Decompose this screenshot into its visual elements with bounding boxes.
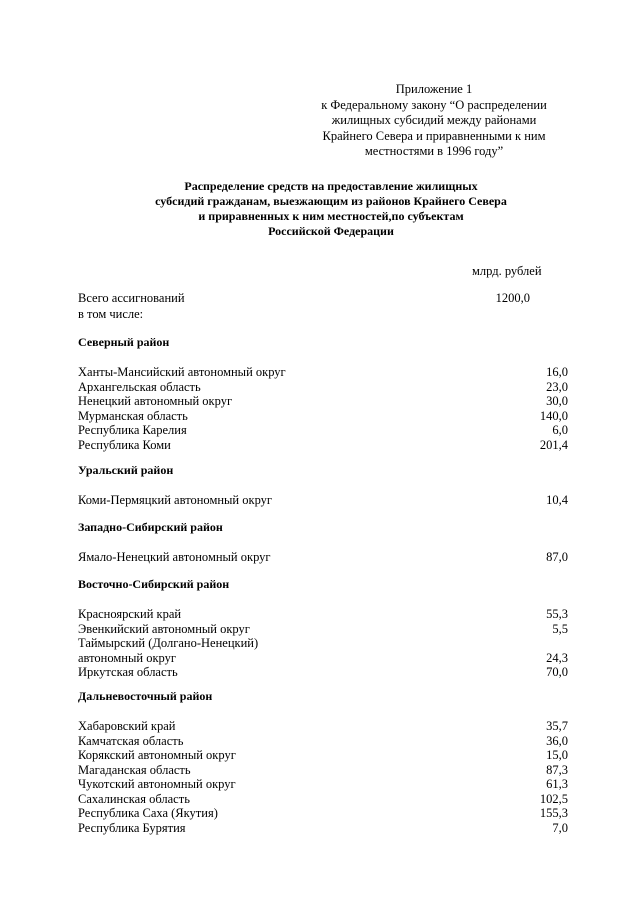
title-line: субсидий гражданам, выезжающим из районов Крайнего Севера (155, 194, 507, 208)
row-name: Республика Карелия (78, 423, 187, 437)
title-line: Российской Федерации (268, 224, 394, 238)
row-value: 10,4 (546, 493, 568, 507)
table-row (78, 607, 568, 622)
row-value: 61,3 (546, 777, 568, 791)
row-value: 55,3 (546, 607, 568, 621)
table-row (78, 792, 568, 807)
unit-label: млрд. рублей (472, 264, 542, 278)
total-label-line: Всего ассигнований (78, 291, 185, 305)
row-name: автономный округ (78, 650, 176, 665)
table-row (78, 806, 568, 821)
row-name: Корякский автономный округ (78, 748, 236, 762)
region-title: Западно-Сибирский район (78, 520, 223, 534)
row-name: Таймырский (Долгано-Ненецкий) (78, 636, 259, 650)
region-title: Дальневосточный район (78, 689, 213, 703)
row-value: 201,4 (539, 437, 568, 452)
row-value: 102,5 (539, 791, 568, 806)
region-title: Восточно-Сибирский район (78, 577, 230, 591)
region-title: Уральский район (78, 463, 174, 477)
row-value: 16,0 (546, 365, 568, 379)
row-name: Магаданская область (78, 762, 191, 777)
table-row (78, 550, 568, 565)
row-name: Камчатская область (78, 733, 184, 748)
title-line: Распределение средств на предоставление жилищных (184, 179, 478, 193)
table-row (78, 636, 568, 651)
table-row (78, 821, 568, 836)
region-section (78, 463, 568, 508)
table-row (78, 777, 568, 792)
annex-line: Приложение 1 (395, 82, 473, 96)
annex-line: местностями в 1996 году” (364, 144, 504, 158)
table-row (78, 493, 568, 508)
region-section (78, 689, 568, 835)
annex-line: к Федеральному закону “О распределении (321, 97, 547, 112)
row-value (508, 636, 568, 651)
row-name: Красноярский край (78, 607, 182, 621)
region-title: Северный район (78, 335, 170, 349)
row-name: Хабаровский край (78, 719, 176, 733)
document-title (118, 179, 544, 239)
region-section (78, 335, 568, 452)
table-row (78, 438, 568, 453)
row-value: 6,0 (552, 423, 568, 437)
table-row (78, 763, 568, 778)
row-name: Иркутская область (78, 665, 178, 679)
row-name: Ненецкий автономный округ (78, 394, 233, 408)
table-row (78, 734, 568, 749)
row-value: 5,5 (552, 621, 568, 636)
annex-header (300, 82, 568, 160)
row-value: 23,0 (546, 379, 568, 394)
row-value: 30,0 (546, 394, 568, 408)
row-value: 15,0 (546, 748, 568, 762)
table-row (78, 651, 568, 666)
row-value: 24,3 (546, 650, 568, 665)
total-label (78, 291, 185, 322)
table-row (78, 423, 568, 438)
annex-line: Крайнего Севера и приравненными к ним (322, 128, 546, 143)
table-row (78, 622, 568, 637)
row-value: 140,0 (539, 408, 568, 423)
row-name: Коми-Пермяцкий автономный округ (78, 493, 273, 507)
table-row (78, 380, 568, 395)
table-row (78, 409, 568, 424)
row-name: Мурманская область (78, 408, 188, 423)
row-name: Чукотский автономный округ (78, 777, 236, 791)
table-row (78, 748, 568, 763)
row-value: 155,3 (539, 806, 568, 820)
row-value: 87,3 (546, 762, 568, 777)
table-row (78, 719, 568, 734)
row-name: Республика Саха (Якутия) (78, 806, 218, 820)
row-value: 36,0 (546, 733, 568, 748)
row-name: Ямало-Ненецкий автономный округ (78, 550, 271, 564)
row-name: Республика Бурятия (78, 820, 186, 835)
total-sublabel-line: в том числе: (78, 306, 144, 321)
row-name: Архангельская область (78, 379, 201, 394)
row-value: 35,7 (546, 719, 568, 733)
title-line: и приравненных к ним местностей,по субъектам (198, 209, 464, 223)
row-value: 7,0 (552, 820, 568, 835)
row-name: Сахалинская область (78, 791, 190, 806)
row-name: Эвенкийский автономный округ (78, 621, 250, 636)
row-value: 87,0 (546, 550, 568, 564)
region-section (78, 520, 568, 565)
table-row (78, 665, 568, 680)
annex-line: жилищных субсидий между районами (331, 113, 537, 127)
row-name: Республика Коми (78, 437, 171, 452)
row-name: Ханты-Мансийский автономный округ (78, 365, 286, 379)
table-row (78, 365, 568, 380)
table-row (78, 394, 568, 409)
row-value: 70,0 (546, 665, 568, 679)
total-value: 1200,0 (495, 291, 530, 305)
region-section (78, 577, 568, 680)
